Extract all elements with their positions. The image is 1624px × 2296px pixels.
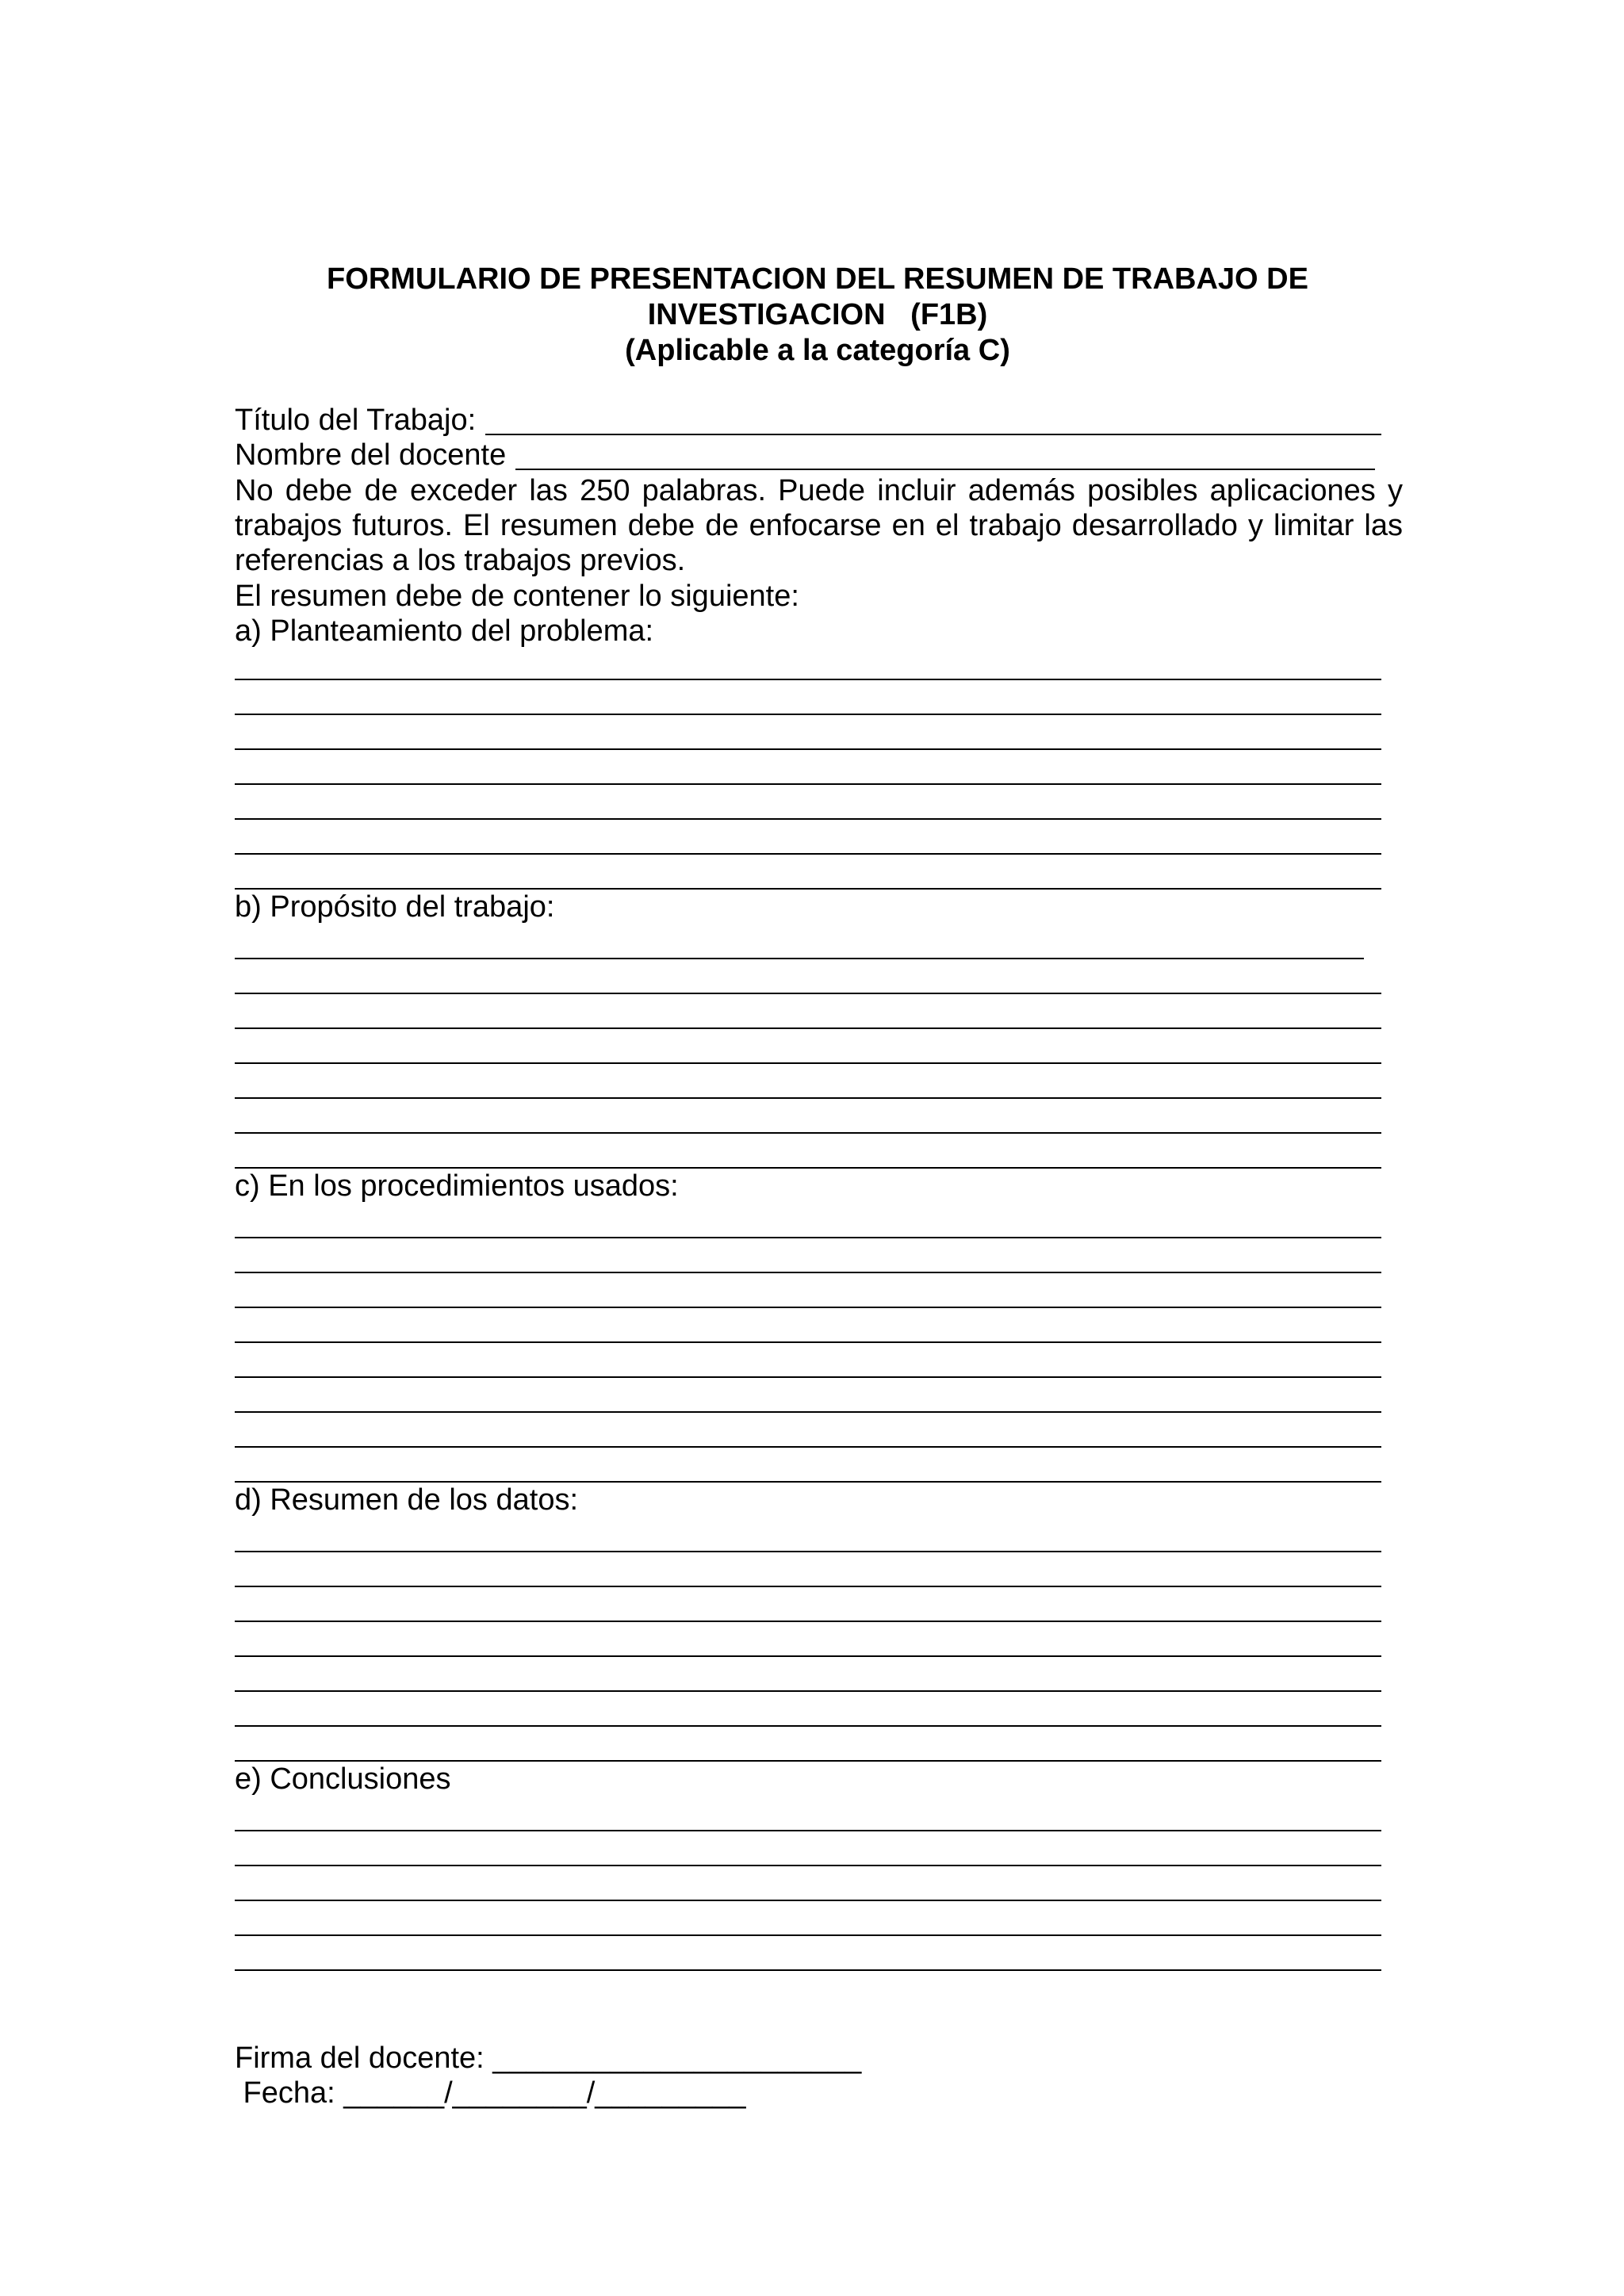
answer-line[interactable] [235,1934,1381,1936]
contents-intro: El resumen debe de contener lo siguiente: [235,580,799,613]
answer-line[interactable] [235,958,1364,959]
answer-line[interactable] [235,1376,1381,1378]
answer-line[interactable] [235,853,1381,855]
answer-line[interactable] [235,783,1381,785]
answer-line[interactable] [235,993,1381,994]
answer-line[interactable] [235,1655,1381,1657]
answer-line[interactable] [235,1237,1381,1238]
answer-line[interactable] [235,1307,1381,1308]
title-line-2: INVESTIGACION (F1B) [647,298,988,331]
answer-line[interactable] [235,1900,1381,1901]
title-line-3: (Aplicable a la categoría C) [625,334,1010,367]
fecha-field[interactable]: Fecha: ______/________/_________ [235,2076,746,2110]
answer-line[interactable] [235,748,1381,750]
instructions-paragraph: No debe de exceder las 250 palabras. Puede incluir además posibles aplicaciones y trabajos futuros. El resumen debe de enfocarse en el trabajo desarrollado y limitar las referencias a los trabajos previos. [235,474,1403,577]
answer-line[interactable] [235,679,1381,680]
answer-line[interactable] [235,714,1381,715]
firma-docente-field[interactable]: Firma del docente: ______________________ [235,2042,862,2075]
answer-line[interactable] [235,1830,1381,1831]
answer-line[interactable] [235,1969,1381,1971]
answer-line[interactable] [235,1097,1381,1099]
answer-line[interactable] [235,1551,1381,1552]
answer-line[interactable] [235,1341,1381,1343]
titulo-label: Título del Trabajo: [235,404,477,437]
answer-line[interactable] [235,1621,1381,1622]
answer-line[interactable] [235,1411,1381,1413]
docente-label: Nombre del docente [235,438,507,472]
section-a-label: a) Planteamiento del problema: [235,614,654,648]
docente-field-row [235,438,1375,473]
answer-line[interactable] [235,818,1381,820]
form-title [235,262,1400,369]
answer-line[interactable] [235,1272,1381,1273]
answer-line[interactable] [235,1132,1381,1134]
docente-input-line[interactable] [515,440,1375,470]
title-line-1: FORMULARIO DE PRESENTACION DEL RESUMEN DE TRABAJO DE [327,262,1308,296]
answer-line[interactable] [235,1865,1381,1866]
answer-line[interactable] [235,1690,1381,1692]
section-c-label: c) En los procedimientos usados: [235,1169,679,1203]
answer-line[interactable] [235,1027,1381,1029]
answer-line[interactable] [235,1446,1381,1448]
answer-line[interactable] [235,1586,1381,1587]
section-b-label: b) Propósito del trabajo: [235,890,555,924]
section-e-label: e) Conclusiones [235,1762,451,1796]
titulo-input-line[interactable] [485,405,1381,435]
answer-line[interactable] [235,1062,1381,1064]
section-d-label: d) Resumen de los datos: [235,1483,579,1517]
answer-line[interactable] [235,1725,1381,1727]
titulo-field-row [235,403,1381,438]
